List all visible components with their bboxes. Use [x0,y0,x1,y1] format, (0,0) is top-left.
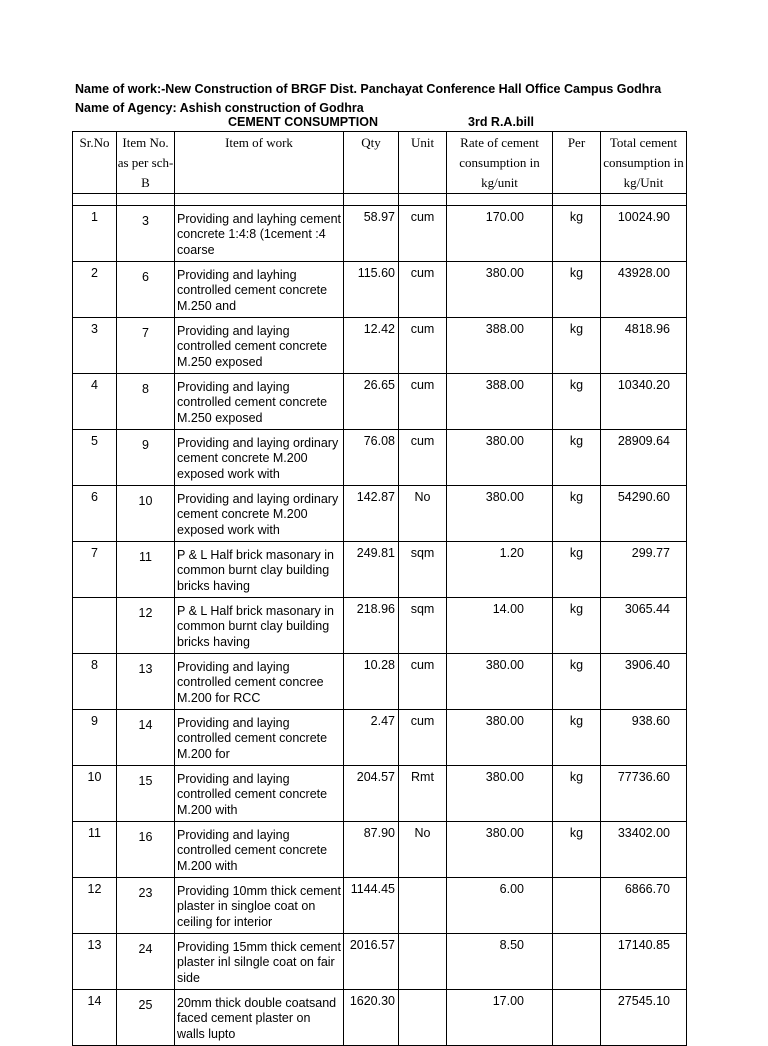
name-of-agency: Name of Agency: Ashish construction of Godhra [75,101,364,115]
unit-cell: cum [399,206,447,262]
item-no-cell: 13 [117,654,175,710]
unit-cell: sqm [399,598,447,654]
item-no-cell: 11 [117,542,175,598]
total-cell: 54290.60 [601,486,687,542]
table-row [73,430,687,486]
table-row [73,374,687,430]
col-sr-no: Sr.No [73,132,117,194]
sr-cell: 7 [73,542,117,598]
sr-cell: 4 [73,374,117,430]
col-unit: Unit [399,132,447,194]
qty-cell: 12.42 [344,318,399,374]
unit-cell: cum [399,262,447,318]
item-no-cell: 14 [117,710,175,766]
rate-cell: 388.00 [447,318,553,374]
total-cell: 17140.85 [601,934,687,990]
table-row [73,654,687,710]
item-of-work-cell: Providing 15mm thick cement plaster inl silngle coat on fair side [175,934,344,990]
total-cell: 10024.90 [601,206,687,262]
table-row [73,486,687,542]
per-cell: kg [553,598,601,654]
table-row [73,318,687,374]
table-row [73,598,687,654]
sr-cell: 6 [73,486,117,542]
unit-cell: sqm [399,542,447,598]
item-no-cell: 6 [117,262,175,318]
col-rate: Rate of cement consumption in kg/unit [447,132,553,194]
per-cell [553,990,601,1046]
qty-cell: 1620.30 [344,990,399,1046]
total-cell: 10340.20 [601,374,687,430]
item-of-work-cell: P & L Half brick masonary in common burnt clay building bricks having [175,542,344,598]
item-of-work-cell: Providing and laying controlled cement concrete M.200 for [175,710,344,766]
item-of-work-cell: Providing and laying controlled cement concrete M.200 with [175,766,344,822]
per-cell: kg [553,542,601,598]
total-cell: 43928.00 [601,262,687,318]
total-cell: 33402.00 [601,822,687,878]
unit-cell: cum [399,710,447,766]
sr-cell [73,598,117,654]
rate-cell: 388.00 [447,374,553,430]
unit-cell: cum [399,374,447,430]
per-cell: kg [553,486,601,542]
qty-cell: 204.57 [344,766,399,822]
rate-cell: 170.00 [447,206,553,262]
table-row [73,934,687,990]
per-cell: kg [553,206,601,262]
per-cell: kg [553,318,601,374]
table-row [73,990,687,1046]
sr-cell: 12 [73,878,117,934]
col-total: Total cement consumption in kg/Unit [601,132,687,194]
name-of-work: Name of work:-New Construction of BRGF Dist. Panchayat Conference Hall Office Campus Godhra [75,82,662,96]
item-of-work-cell: Providing and laying controlled cement concrete M.250 exposed [175,374,344,430]
table-row [73,766,687,822]
item-no-cell: 8 [117,374,175,430]
item-of-work-cell: Providing and laying controlled cement concrete M.250 exposed [175,318,344,374]
table-row [73,822,687,878]
item-no-cell: 15 [117,766,175,822]
total-cell: 3065.44 [601,598,687,654]
total-cell: 27545.10 [601,990,687,1046]
table-row [73,710,687,766]
rate-cell: 380.00 [447,262,553,318]
item-of-work-cell: Providing 10mm thick cement plaster in singloe coat on ceiling for interior [175,878,344,934]
per-cell: kg [553,654,601,710]
rate-cell: 6.00 [447,878,553,934]
qty-cell: 10.28 [344,654,399,710]
item-of-work-cell: Providing and layhing controlled cement concrete M.250 and [175,262,344,318]
item-no-cell: 3 [117,206,175,262]
item-no-cell: 7 [117,318,175,374]
sr-cell: 2 [73,262,117,318]
rate-cell: 380.00 [447,654,553,710]
table-row [73,206,687,262]
per-cell: kg [553,766,601,822]
unit-cell: No [399,486,447,542]
item-of-work-cell: 20mm thick double coatsand faced cement plaster on walls lupto [175,990,344,1046]
item-of-work-cell: Providing and laying controlled cement concrete M.200 with [175,822,344,878]
per-cell: kg [553,710,601,766]
qty-cell: 142.87 [344,486,399,542]
col-item-of-work: Item of work [175,132,344,194]
rate-cell: 14.00 [447,598,553,654]
qty-cell: 87.90 [344,822,399,878]
rate-cell: 380.00 [447,766,553,822]
bill-label: 3rd R.A.bill [468,115,534,129]
sr-cell: 3 [73,318,117,374]
table-header-row [73,132,687,194]
col-item-no: Item No. as per sch-B [117,132,175,194]
table-row [73,542,687,598]
item-no-cell: 10 [117,486,175,542]
rate-cell: 380.00 [447,710,553,766]
per-cell: kg [553,822,601,878]
per-cell [553,934,601,990]
qty-cell: 58.97 [344,206,399,262]
qty-cell: 1144.45 [344,878,399,934]
item-no-cell: 25 [117,990,175,1046]
sr-cell: 5 [73,430,117,486]
qty-cell: 76.08 [344,430,399,486]
item-no-cell: 12 [117,598,175,654]
total-cell: 4818.96 [601,318,687,374]
item-no-cell: 23 [117,878,175,934]
rate-cell: 380.00 [447,486,553,542]
qty-cell: 2016.57 [344,934,399,990]
col-qty: Qty [344,132,399,194]
rate-cell: 1.20 [447,542,553,598]
rate-cell: 17.00 [447,990,553,1046]
sr-cell: 13 [73,934,117,990]
total-cell: 938.60 [601,710,687,766]
item-of-work-cell: Providing and layhing cement concrete 1:4:8 (1cement :4 coarse [175,206,344,262]
item-of-work-cell: Providing and laying ordinary cement concrete M.200 exposed work with [175,430,344,486]
rate-cell: 380.00 [447,430,553,486]
item-of-work-cell: Providing and laying controlled cement concree M.200 for RCC [175,654,344,710]
per-cell: kg [553,262,601,318]
sr-cell: 10 [73,766,117,822]
table-row [73,262,687,318]
rate-cell: 380.00 [447,822,553,878]
unit-cell [399,934,447,990]
sr-cell: 1 [73,206,117,262]
sr-cell: 11 [73,822,117,878]
unit-cell: cum [399,430,447,486]
qty-cell: 218.96 [344,598,399,654]
per-cell [553,878,601,934]
qty-cell: 115.60 [344,262,399,318]
col-per: Per [553,132,601,194]
item-no-cell: 24 [117,934,175,990]
unit-cell [399,990,447,1046]
total-cell: 28909.64 [601,430,687,486]
unit-cell: Rmt [399,766,447,822]
per-cell: kg [553,374,601,430]
total-cell: 299.77 [601,542,687,598]
total-cell: 6866.70 [601,878,687,934]
qty-cell: 249.81 [344,542,399,598]
spacer-row [73,194,687,206]
total-cell: 77736.60 [601,766,687,822]
unit-cell: cum [399,654,447,710]
unit-cell: cum [399,318,447,374]
unit-cell [399,878,447,934]
section-title: CEMENT CONSUMPTION [228,115,378,129]
per-cell: kg [553,430,601,486]
qty-cell: 2.47 [344,710,399,766]
sr-cell: 8 [73,654,117,710]
cement-consumption-table [72,131,687,1046]
qty-cell: 26.65 [344,374,399,430]
item-no-cell: 9 [117,430,175,486]
item-no-cell: 16 [117,822,175,878]
sr-cell: 9 [73,710,117,766]
table-row [73,878,687,934]
sr-cell: 14 [73,990,117,1046]
item-of-work-cell: Providing and laying ordinary cement concrete M.200 exposed work with [175,486,344,542]
rate-cell: 8.50 [447,934,553,990]
unit-cell: No [399,822,447,878]
item-of-work-cell: P & L Half brick masonary in common burnt clay building bricks having [175,598,344,654]
total-cell: 3906.40 [601,654,687,710]
